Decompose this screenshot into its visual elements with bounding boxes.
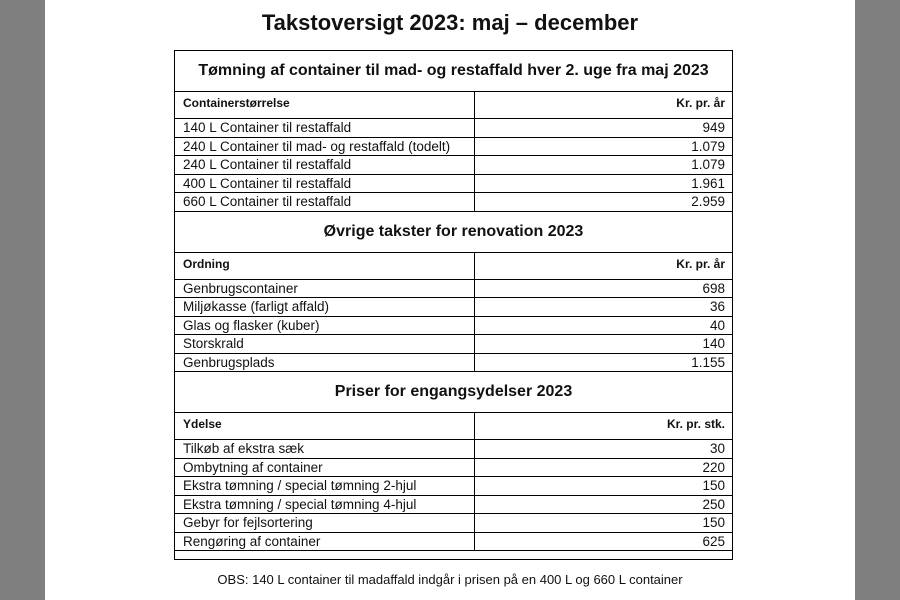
row-value: 30 bbox=[709, 441, 725, 456]
row-label: Ekstra tømning / special tømning 4-hjul bbox=[175, 496, 475, 514]
row-value: 140 bbox=[702, 336, 725, 351]
row-label: Rengøring af container bbox=[175, 533, 475, 551]
table-row bbox=[175, 514, 732, 533]
row-value: 1.155 bbox=[691, 354, 725, 370]
row-value: 150 bbox=[702, 515, 725, 530]
column-header-price: Kr. pr. år bbox=[676, 96, 725, 110]
section-heading: Tømning af container til mad- og restaffald hver 2. uge fra maj 2023 bbox=[175, 51, 732, 92]
footnote: OBS: 140 L container til madaffald indgår i prisen på en 400 L og 660 L container bbox=[217, 572, 683, 587]
row-value: 250 bbox=[702, 496, 725, 512]
row-label: 240 L Container til mad- og restaffald (todelt) bbox=[175, 138, 475, 156]
row-value: 40 bbox=[709, 317, 725, 333]
column-header-label: Ydelse bbox=[175, 413, 475, 439]
column-header-label: Containerstørrelse bbox=[175, 92, 475, 118]
row-label: Ekstra tømning / special tømning 2-hjul bbox=[175, 477, 475, 495]
row-value: 949 bbox=[702, 120, 725, 135]
row-label: Glas og flasker (kuber) bbox=[175, 317, 475, 335]
section-heading: Priser for engangsydelser 2023 bbox=[175, 372, 732, 413]
price-table bbox=[174, 50, 733, 560]
row-label: Gebyr for fejlsortering bbox=[175, 514, 475, 532]
table-row bbox=[175, 138, 732, 157]
row-label: Miljøkasse (farligt affald) bbox=[175, 298, 475, 316]
table-row bbox=[175, 298, 732, 317]
table-row bbox=[175, 175, 732, 194]
row-value: 220 bbox=[702, 459, 725, 475]
row-label: Storskrald bbox=[175, 335, 475, 353]
table-header-row bbox=[175, 253, 732, 280]
row-label: Ombytning af container bbox=[175, 459, 475, 477]
row-value: 1.079 bbox=[691, 157, 725, 172]
table-row bbox=[175, 459, 732, 478]
row-label: Tilkøb af ekstra sæk bbox=[175, 440, 475, 458]
column-header-price: Kr. pr. stk. bbox=[666, 417, 725, 431]
document-page bbox=[45, 0, 855, 600]
row-label: Genbrugsplads bbox=[175, 354, 475, 372]
table-row bbox=[175, 440, 732, 459]
table-row bbox=[175, 335, 732, 354]
table-row bbox=[175, 119, 732, 138]
row-label: 240 L Container til restaffald bbox=[175, 156, 475, 174]
section-heading: Øvrige takster for renovation 2023 bbox=[175, 212, 732, 253]
table-row bbox=[175, 317, 732, 336]
column-header-label: Ordning bbox=[175, 253, 475, 279]
row-value: 36 bbox=[709, 299, 725, 314]
row-value: 1.961 bbox=[691, 175, 725, 191]
row-value: 698 bbox=[702, 280, 725, 296]
page-title: Takstoversigt 2023: maj – december bbox=[261, 10, 639, 35]
table-row bbox=[175, 533, 732, 552]
table-header-row bbox=[175, 413, 732, 440]
table-row bbox=[175, 193, 732, 212]
row-label: 660 L Container til restaffald bbox=[175, 193, 475, 211]
row-label: Genbrugscontainer bbox=[175, 280, 475, 298]
row-label: 140 L Container til restaffald bbox=[175, 119, 475, 137]
row-value: 625 bbox=[702, 533, 725, 549]
table-row bbox=[175, 156, 732, 175]
column-header-price: Kr. pr. år bbox=[676, 256, 725, 271]
table-row bbox=[175, 354, 732, 373]
row-value: 150 bbox=[702, 478, 725, 493]
row-value: 2.959 bbox=[691, 194, 725, 209]
table-row bbox=[175, 477, 732, 496]
table-row bbox=[175, 496, 732, 515]
row-value: 1.079 bbox=[691, 138, 725, 154]
table-row bbox=[175, 280, 732, 299]
row-label: 400 L Container til restaffald bbox=[175, 175, 475, 193]
table-header-row bbox=[175, 92, 732, 119]
